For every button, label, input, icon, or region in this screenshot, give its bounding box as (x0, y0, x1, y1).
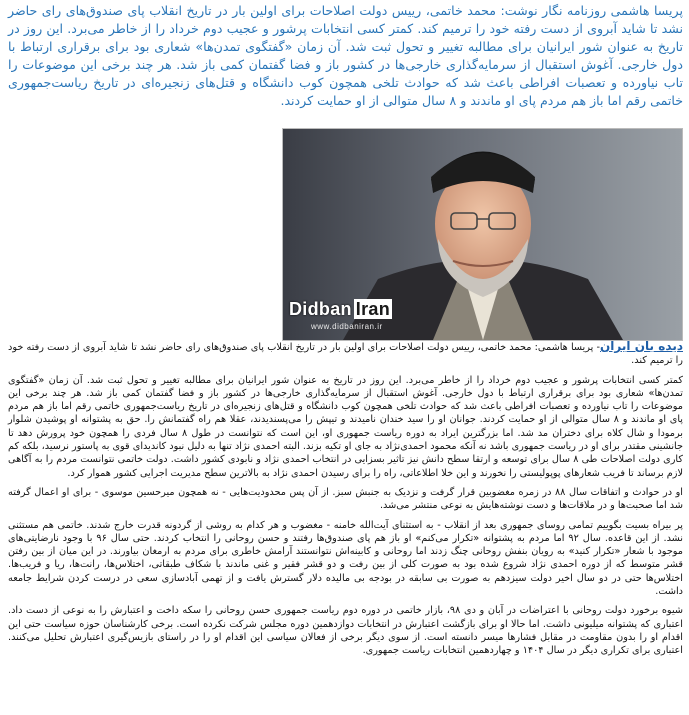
article-paragraph: دیده بان ایران- پریسا هاشمی: محمد خاتمی، رییس دولت اصلاحات برای اولین بار در تاریخ انقلاب پای صندوق‌های رای حاضر نشد تا شاید آبروی از دست رفته خود را ترمیم کند. (8, 339, 683, 367)
article-paragraph: او در حوادث و اتفاقات سال ۸۸ در زمره مغضوبین قرار گرفت و نزدیک به جنبش سبز. از آن پس محدودیت‌هایی - نه همچون میرحسین موسوی - برای او اعمال گرفته شد اما صحبت‌ها و در ملاقات‌ها و دست نوشته‌هایش به نوعی منتشر می‌شد. (8, 486, 683, 512)
article-photo (282, 128, 683, 341)
watermark-logo: Didban Iran (289, 299, 391, 319)
lead-paragraph: پریسا هاشمی روزنامه نگار نوشت: محمد خاتمی، رییس دولت اصلاحات برای اولین بار در تاریخ انقلاب پای صندوق‌های رای حاضر نشد تا شاید آبروی از دست رفته خود را ترمیم کند. کمتر کسی انتخابات پرشور و عجیب دوم خرداد را از خاطر می‌برد. این روز در تاریخ به عنوان شور ایرانیان برای مطالبه تغییر و تحول ثبت شد. آن زمان «گفتگوی تمدن‌ها» شعاری بود برای برقراری ارتباط با دول خارجی. آغوش استقبال از سرمایه‌گذاری خارجی‌ها در کشور باز و فضا گفتمان کمی باز شد. هر چند برخی این موضوعات را تاب نیاورده و تعصبات افراطی باعث شد که حوادث تلخی همچون کوب دانشگاه و قتل‌های زنجیره‌ای در تاریخ ریاست‌جمهوری خاتمی رقم اما باز هم مردم پای او ماندند و ۸ سال متوالی از او حمایت کردند. (8, 3, 683, 108)
article-paragraph: کمتر کسی انتخابات پرشور و عجیب دوم خرداد را از خاطر می‌برد. این روز در تاریخ به عنوان شور ایرانیان برای مطالبه تغییر و تحول ثبت شد. آن زمان «گفتگوی تمدن‌ها» شعاری بود برای برقراری ارتباط با دول خارجی. آغوش استقبال از سرمایه‌گذاری خارجی‌ها در کشور باز و فضا گفتمان کمی باز شد. هر چند برخی این موضوعات را تاب نیاورده و تعصبات افراطی باعث شد که حوادث تلخی همچون کوب دانشگاه و قتل‌های زنجیره‌ای در تاریخ ریاست‌جمهوری خاتمی رقم اما باز هم مردم پای او ماندند و ۸ سال متوالی از او حمایت کردند. جوانان او را سید خندان نامیدند و تیپش را می‌پسندیدند، عقلا هم راه گفتمانش را. حق به پشتوانه او پوشیدن شلوار برمودا و شال کلاه برای دختران مد شد. اما بزرگترین ایراد به دوره ریاست جمهوری او، این است که نتوانست در طول ۸ سال فردی را همچون خود پرورش دهد تا جانشینی مقتدر برای او در ریاست جمهوری باشد نه آنکه محمود احمدی‌نژاد به جای او تکیه بزند. البته احمدی نژاد تنها به دلیل نبود کاندیدای قوی به پاستور نرسید، بلکه کم کاری دولت اصلاحات طی ۸ سال برای توسعه و ارتقا سطح دانش نیز تاثیر بسزایی در انتخاب احمدی نژاد و نابودی کشور داشت. دولت خاتمی نتوانست مردم را به آگاهی لازم برساند تا فریب شعارهای پوپولیستی را نخورند و این خلا اطلاعاتی، راه را برای رسیدن احمدی نژاد به بالاترین سطح مدیریت اجرایی کشور هموار کرد. (8, 374, 683, 479)
article-paragraph: پر بیراه بسیت بگوییم تمامی روسای جمهوری بعد از انقلاب - به استثنای آیت‌الله خامنه - مغضوب و هر کدام به روشی از گردونه قدرت خارج شدند. خاتمی هم مستثنی نشد. از این قاعده. سال ۹۲ اما مردم به پشتوانه «تکرار می‌کنم» او باز هم پای صندوق‌ها رفتند و حسن روحانی را انتخاب کردند. حتی سال ۹۶ با وجود نارضایتی‌های موجود با شعار «تکرار کنید» به رویان بنفش روحانی چنگ زدند اما روحانی و کابینه‌اش نتوانستند آرامش خاطری برای مردم به ارمغان بیاورند. در این میان از بین رفتن قشر متوسط که از دوره احمدی نژاد شروع شده بود به صورت کلی از بین رفت و دو قشر فقیر و غنی ماندند با شکاف طبقاتی، اختلاس‌ها، رانت‌ها، ریا و فریب‌ها. اختلاس‌ها حتی در دو سال اخیر دولت سیزدهم به صورت بی سابقه در بودجه بی مالیده دلار گسترش یافت و از تهمی آبادسازی سعی در درست کردن شرایط جامعه داشت. (8, 519, 683, 598)
source-link[interactable]: دیده بان ایران (600, 339, 683, 353)
article-paragraph: شیوه برخورد دولت روحانی با اعتراضات در آبان و دی ۹۸، بازار خاتمی در دوره دوم ریاست جمهوری حسن روحانی را سکه داخت و اعتبارش را به نوعی از دست داد. اعتباری که پشتوانه میلیونی داشت. اما حالا او برای بازگشت اعتبارش در انتخابات دوازدهمین دوره مجلس شرکت نکرده است. برخی کارشناسان حوزه سیاست حتی این اقدام او را بدون مقاومت در مقابل فشارها میسر دانسته است. از سوی دیگر برخی از فعالان سیاسی این اقدام او را در راستای بازیس‌گیری اعتبارش تحلیل می‌کنند. اعتباری برای تکراری دیگر در سال ۱۴۰۴ و چهاردهمین انتخابات ریاست جمهوری. (8, 605, 683, 657)
watermark-url: www.didbaniran.ir (311, 322, 383, 331)
article-body (8, 340, 683, 664)
